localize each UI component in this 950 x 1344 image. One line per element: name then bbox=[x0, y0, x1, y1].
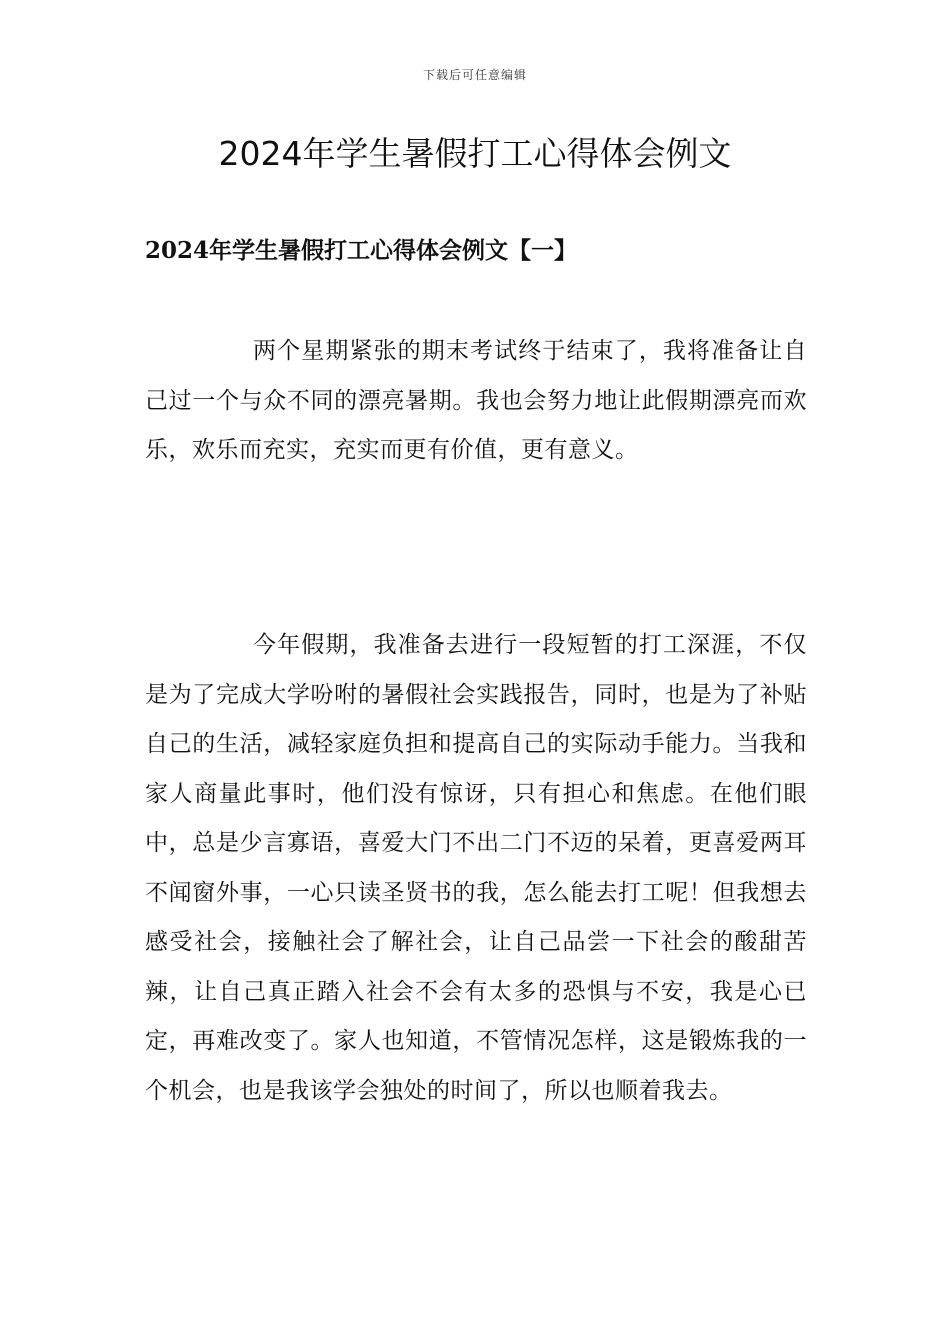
section-title: 2024年学生暑假打工心得体会例文【一】 bbox=[145, 237, 578, 264]
body-paragraph-2: 今年假期，我准备去进行一段短暂的打工深涯，不仅是为了完成大学吩咐的暑假社会实践报告，同时，也是为了补贴自己的生活，减轻家庭负担和提高自己的实际动手能力。当我和家人商量此事时，他们没有惊讶，只有担心和焦虑。在他们眼中，总是少言寡语，喜爱大门不出二门不迈的呆着，更喜爱两耳不闻窗外事，一心只读圣贤书的我，怎么能去打工呢！但我想去感受社会，接触社会了解社会，让自己品尝一下社会的酸甜苦辣，让自己真正踏入社会不会有太多的恐惧与不安，我是心已定，再难改变了。家人也知道，不管情况怎样，这是锻炼我的一个机会，也是我该学会独处的时间了，所以也顺着我去。 bbox=[145, 632, 807, 1104]
body-paragraph-1: 两个星期紧张的期末考试终于结束了，我将准备让自己过一个与众不同的漂亮暑期。我也会努力地让此假期漂亮而欢乐，欢乐而充实，充实而更有价值，更有意义。 bbox=[145, 338, 807, 463]
header-note: 下载后可任意编辑 bbox=[422, 68, 527, 82]
document-title: 2024年学生暑假打工心得体会例文 bbox=[218, 134, 732, 173]
